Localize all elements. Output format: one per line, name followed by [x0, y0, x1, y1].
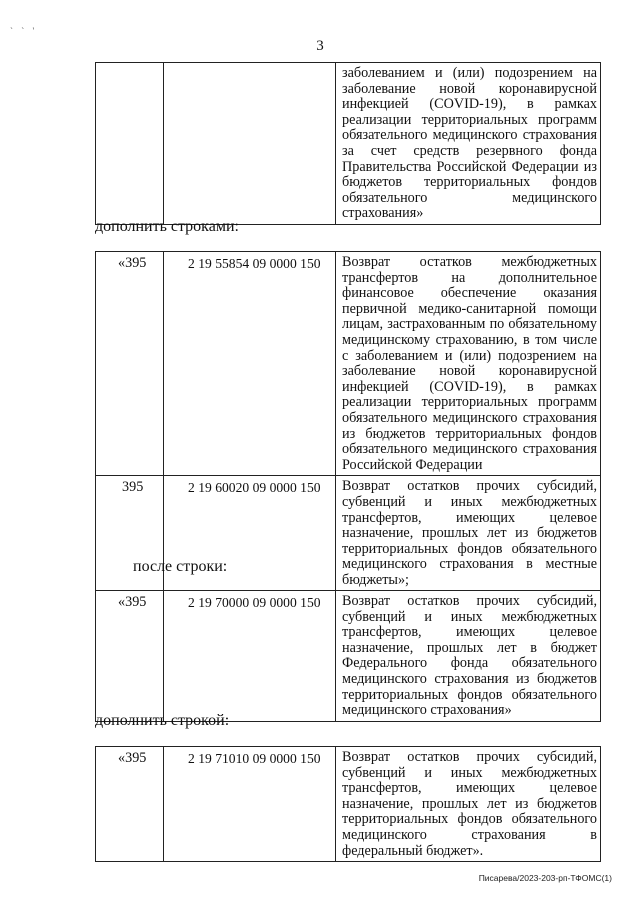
budget-code-cell: 2 19 55854 09 0000 150 [164, 252, 336, 476]
table-row [96, 591, 601, 722]
instruction-add-row: дополнить строкой: [95, 712, 230, 729]
admin-code-cell: «395 [96, 747, 164, 862]
admin-code-cell: «395 [96, 591, 164, 722]
description-cell: Возврат остатков прочих субсидий, субвенций и иных межбюджетных трансфертов, имеющих целевое назначение, прошлых лет из бюджетов территориальных фондов обязательного медицинского страхования в местные бюджеты»; [336, 476, 601, 591]
budget-code-cell: 2 19 70000 09 0000 150 [164, 591, 336, 722]
instruction-add-rows: дополнить строками: [95, 218, 239, 235]
scan-marks: ` ` ' [10, 26, 38, 36]
admin-code-cell: 395 [96, 476, 164, 591]
table-row [96, 252, 601, 476]
description-cell: Возврат остатков прочих субсидий, субвенций и иных межбюджетных трансфертов, имеющих целевое назначение, прошлых лет в бюджет Федерального фонда обязательного медицинского страхования из бюджетов территориальных фондов обязательного медицинского страхования» [336, 591, 601, 722]
description-cell: заболеванием и (или) подозрением на заболевание новой коронавирусной инфекцией (COVID-19), в рамках реализации территориальных программ обязательного медицинского страхования за счет средств резервного фонда Правительства Российской Федерации из бюджетов территориальных фондов обязательного медицинского страхования» [336, 63, 601, 225]
document-footer-id: Писарева/2023-203-рп-ТФОМС(1) [478, 873, 612, 883]
admin-code-cell [96, 63, 164, 225]
budget-code-cell: 2 19 71010 09 0000 150 [164, 747, 336, 862]
table-row [96, 747, 601, 862]
description-cell: Возврат остатков межбюджетных трансфертов на дополнительное финансовое обеспечение оказания первичной медико-санитарной помощи лицам, застрахованным по обязательному медицинскому страхованию, в том числе с заболеванием и (или) подозрением на заболевание новой коронавирусной инфекцией (COVID-19), в рамках реализации территориальных программ обязательного медицинского страхования из бюджетов территориальных фондов обязательного медицинского страхования Российской Федерации [336, 252, 601, 476]
table-top [95, 62, 601, 225]
description-cell: Возврат остатков прочих субсидий, субвенций и иных межбюджетных трансфертов, имеющих целевое назначение, прошлых лет из бюджетов территориальных фондов обязательного медицинского страхования в федеральный бюджет». [336, 747, 601, 862]
budget-code-cell [164, 63, 336, 225]
table-insert-rows [95, 251, 601, 591]
instruction-after-row: после строки: [133, 558, 228, 575]
table-after-row [95, 590, 601, 722]
budget-code-cell: 2 19 60020 09 0000 150 [164, 476, 336, 591]
page-number: 3 [316, 38, 324, 54]
table-insert-row [95, 746, 601, 862]
admin-code-cell: «395 [96, 252, 164, 476]
table-row [96, 63, 601, 225]
